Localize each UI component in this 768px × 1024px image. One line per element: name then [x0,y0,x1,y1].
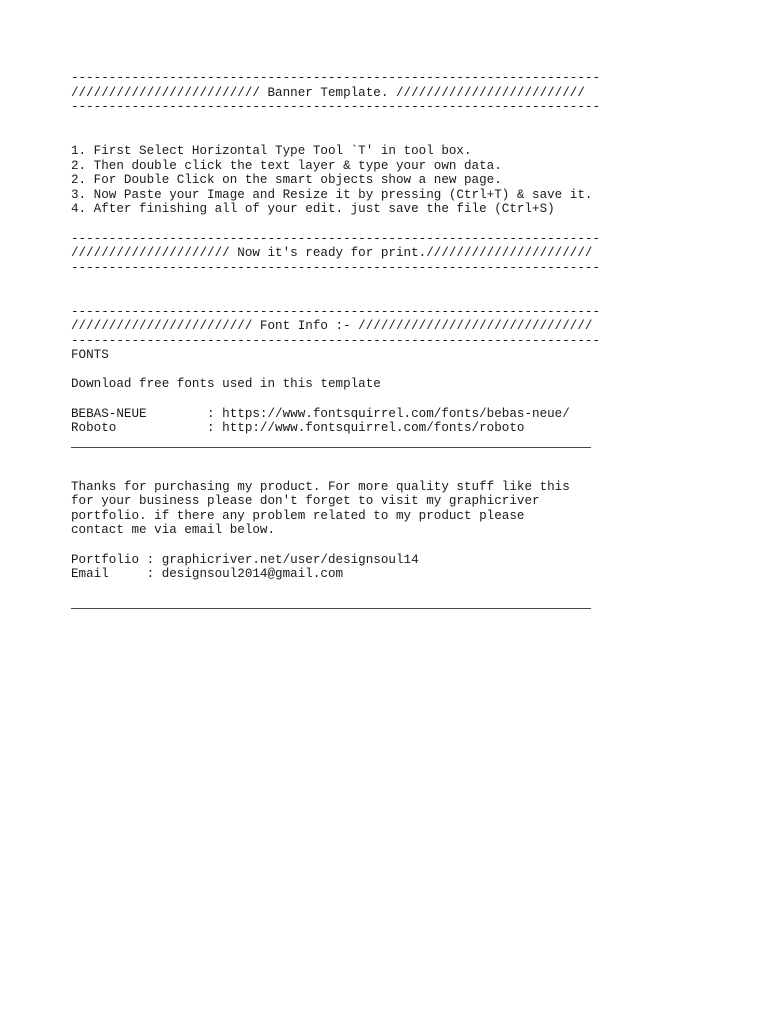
spacer [71,465,631,480]
ready-title: ///////////////////// Now it's ready for print.////////////////////// [71,246,593,261]
spacer [71,363,631,378]
spacer [71,217,631,232]
readme-document [71,71,631,611]
divider-rule [71,596,631,611]
header-dash-top: ---------------------------------------------------------------------- [71,71,601,85]
thanks-line: portfolio. if there any problem related to my product please [71,508,525,523]
spacer [71,275,631,290]
divider-rule [71,436,631,451]
spacer [71,392,631,407]
instruction-line: 3. Now Paste your Image and Resize it by pressing (Ctrl+T) & save it. [71,187,593,202]
instruction-line: 1. First Select Horizontal Type Tool `T' in tool box. [71,143,472,158]
ready-dash-bottom: ---------------------------------------------------------------------- [71,260,601,275]
thanks-line: for your business please don't forget to visit my graphicriver [71,494,540,509]
font-info-dash-top: ---------------------------------------------------------------------- [71,304,601,319]
header-dash-bottom: ---------------------------------------------------------------------- [71,100,601,115]
instruction-line: 2. For Double Click on the smart objects show a new page. [71,173,502,188]
instruction-line: 4. After finishing all of your edit. just save the file (Ctrl+S) [71,202,555,217]
email-line: Email : designsoul2014@gmail.com [71,567,344,582]
header-title: ///////////////////////// Banner Template. ///////////////////////// [71,85,585,100]
spacer [71,115,631,130]
font-info-dash-bottom: ---------------------------------------------------------------------- [71,333,601,348]
spacer [71,538,631,553]
font-entry: BEBAS-NEUE : https://www.fontsquirrel.com/fonts/bebas-neue/ [71,406,570,421]
thanks-line: Thanks for purchasing my product. For more quality stuff like this [71,479,570,494]
spacer [71,582,631,597]
portfolio-line: Portfolio : graphicriver.net/user/designsoul14 [71,552,419,567]
thanks-line: contact me via email below. [71,523,276,538]
font-entry: Roboto : http://www.fontsquirrel.com/fonts/roboto [71,421,525,436]
fonts-heading: FONTS [71,348,109,363]
spacer [71,450,631,465]
fonts-intro: Download free fonts used in this template [71,377,381,392]
instruction-line: 2. Then double click the text layer & type your own data. [71,158,502,173]
spacer [71,290,631,305]
spacer [71,129,631,144]
ready-dash-top: ---------------------------------------------------------------------- [71,231,601,246]
font-info-title: //////////////////////// Font Info :- /////////////////////////////// [71,319,593,334]
